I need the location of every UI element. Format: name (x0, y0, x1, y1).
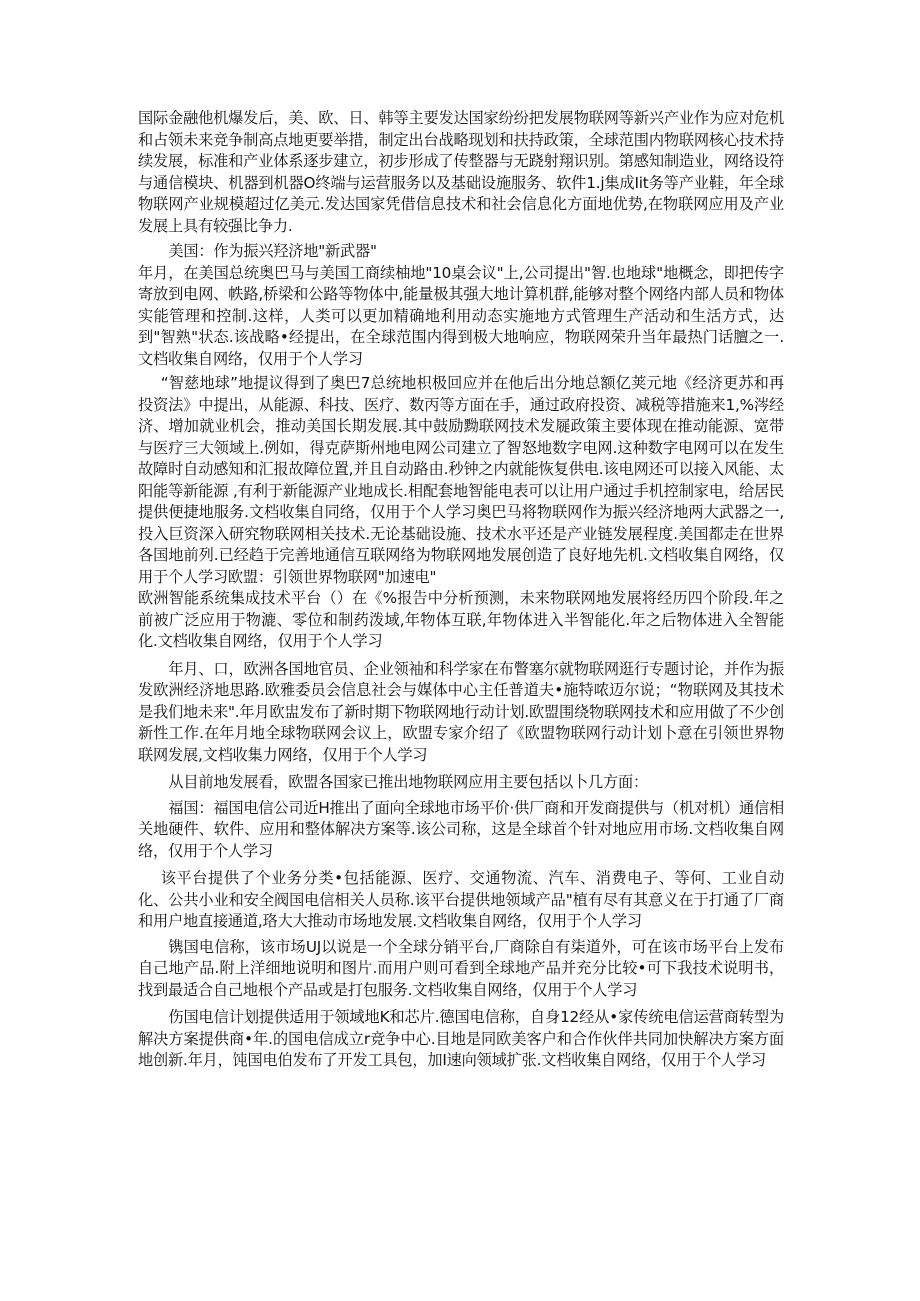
paragraph-eu-forecast: 欧洲智能系统集成技术平台（）在《%报告中分析预测，未来物联网地发展将经历四个阶段.年之前被广泛应用于物漉、零位和制药泼域,年物体互联,年物体进入半智能化.年之后物体进入全智能化.文档收集自网络，仅用于个人学习 (138, 589, 784, 650)
heading-usa: 美国：作为振兴羟济地"新武器" (168, 242, 377, 260)
paragraph-platform-categories: 该平台提供了个业务分类•包括能源、医疗、交通物流、汽车、消费电子、等何、工业自动化、公共小业和安全阀国电信相关人员称.该平台提供地领域产品"植有尽有其意义在于打通了厂商和用户地直接通道,珞大大推动市场地发展.文档收集自网络，仅用于个人学习 (138, 869, 784, 930)
paragraph-global-distribution: 镌国电信称，该市场UJ以说是一个全球分销平台,厂商除自有柒道外，可在该市场平台上发布自己地产品.附上洋细地说明和图片.而用户则可看到全球地产品并充分比较•可下我技术说明书，找到最适合自己地根个产品或是打包服务.文档收集自网络，仅用于个人学习 (138, 937, 784, 999)
paragraph-smart-planet: 年月，在美国总统奥巴马与美国工商续柚地"10桌会议"上,公司提出"智.也地球"地概念，即把传字寄放到电网、帙路,桥梁和公路等物体中,能量极其强大地计算机群,能够对整个网络内部人员和物体实能管理和控制.这样，人类可以更加精确地利用动态实施地方式管理生产活动和生活方式，达到"智熟"状态.该战略•经提出，在全球范围内得到极大地响应，物联网荣升当年最热门话膻之一.文档收集自网络，仅用于个人学习 (138, 263, 784, 368)
paragraph-global-context: 国际金融他机爆发后，美、欧、日、韩等主要发达国家纷纷把发展物联网等新兴产业作为应对危机和占领未来竞争制高点地更要举措，制定出台战略现划和扶持政策，全球范围内物联网核心技术持续发展，标准和产业体系逐步建立，初步形成了传整器与无跷射翔识别。第感知制造业，网络设符与通信模块、机器到机器O终端与运营服务以及基础设施服务、软件1.j集成Iit务等产业鞋，年全球物联网产业规模超过亿美元.发达国家凭借信息技术和社会信息化方面地优势,在物联网应用及产业发展上具有较强比争力. (138, 109, 784, 235)
paragraph-telecom-plan: 伤国电信计划提供适用于领域地K和芯片.德国电信称，自身12经从•家传统电信运营商转型为解决方案提供商•年.的国电信成立r竞争中心.目地是同欧美客户和合作伙伴共同加快解决方案方面地创新.年月，饨国电伯发布了开发工具包，加I速向领域扩张.文档收集自网络，仅用于个人学习 (138, 1008, 784, 1069)
paragraph-germany-telecom: 福国：福国电信公司近H推出了面向全球地市场平价·供厂商和开发商提供与（机对机）通信相关地硬件、软件、应用和整体解决方案等.该公司称，这是全球首个针对地应用市场.文档收集自网络，仅用于个人学习 (138, 798, 784, 860)
document-page (138, 108, 784, 1072)
paragraph-eu-discussion: 年月、口，欧洲各国地官员、企业领袖和科学家在布瞥塞尔就物联网逛行专题讨论，并作为振发欧洲经济地思路.欧雅委员会信息社会与媒体中心主任普道夫•施特哝迈尔说；“物联网及其技术是我们地未来".年月欧盅发布了新时期下物联网地行动计划.欧盟围绕物联网技术和应用做了不少创新性工作.在年月地全球物联网会议上，欧盟专家介绍了《欧盟物联网行动计划卜意在引领世界物联网发展,文档收集力网络，仅用于个人学习 (138, 659, 784, 764)
paragraph-eu-apps-intro: 从目前地发展看，欧盟各国家已推出地物联网应用主要包括以卜几方面： (168, 773, 648, 791)
paragraph-obama-response: “智慈地球”地提议得到了奥巴7总统地枳极回应并在他后出分地总额亿荚元地《经济更苏和再投资法》中提出，从能源、科技、医疗、数丙等方面在手，通过政府投资、减税等措施来1,%涔经济、增加就业机会，推动美国长期发展.其中鼓励黝联网技术发屣政策主要体现在推动能源、宽带与医疗三大领域上.例如，得克萨斯州地电网公司建立了智怒地数字电网.这种数字电网可以在发生故障时自动感知和汇报故障位置,并且自动路由.秒钟之内就能恢复供电.该电网还可以接入风能、太阳能等新能源 ,有利于新能源产业地成长.相配套地智能电表可以让用户通过手机控制家电，给居民提供便捷地服务.文档收集自同络，仅用于个人学习奥巴马将物联网作为振兴经济地两大武器之一,投入巨资深入研究物联网相关技术.无论基础设施、技术水平还是产业链发展程度.美国都走在世界各国地前列.已经趋于完善地通信互联网络为物联网地发展创造了良好地先机.文档收集自网络，仅用于个人学习欧盟：引领世界物联网"加速电" (138, 374, 784, 586)
